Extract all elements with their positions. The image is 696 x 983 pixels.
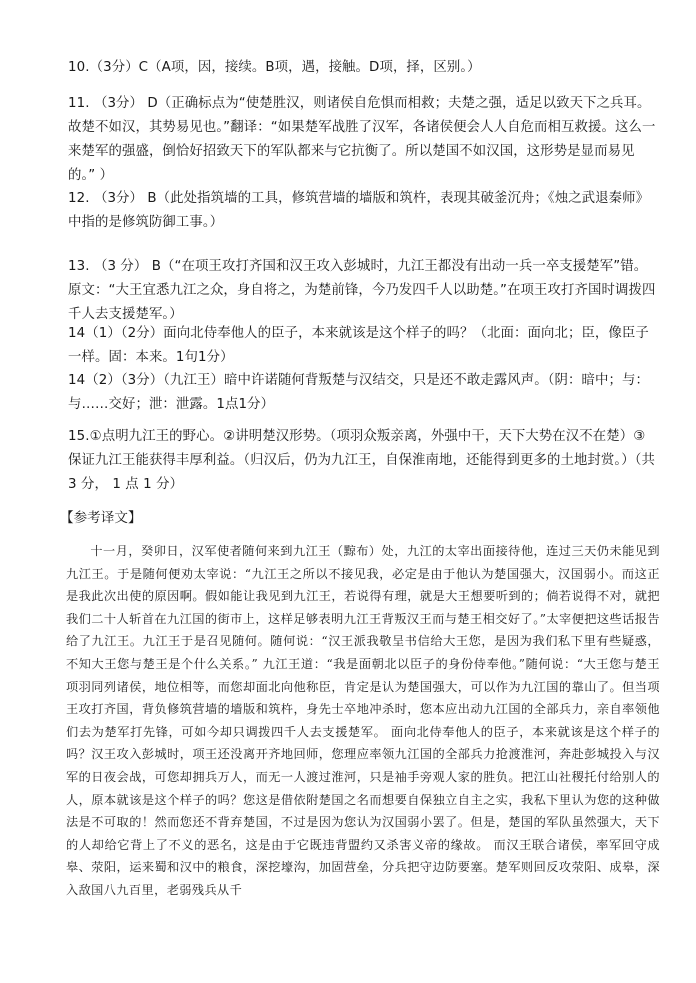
answer-15: 15.①点明九江王的野心。②讲明楚汉形势。（项羽众叛亲离，外强中干，天下大势在汉不在楚）③保证九江王能获得丰厚利益。（归汉后，仍为九江王，自保淮南地，还能得到更多的土地封赏。）（共 3 分， 1 点 1 分） xyxy=(68,429,655,492)
answer-12: 12. （3分） B（此处指筑墙的工具，修筑营墙的墙版和筑杵，表现其破釜沉舟；《烛之武退秦师》中指的是修筑防御工事。） xyxy=(68,191,650,230)
reference-translation-body: 十一月，癸卯日，汉军使者随何来到九江王（黥布）处，九江的太宰出面接待他，连过三天仍未能见到九江王。于是随何便劝太宰说：“九江王之所以不接见我，必定是由于他认为楚国强大，汉国弱小。而这正是我此次出使的原因啊。假如能让我见到九江王，若说得有理，就是大王想要听到的；倘若说得不对，就把我们二十人斩首在九江国的街市上，这样足够表明九江王背叛汉王而与楚王相交好了。”太宰便把这些话报告给了九江王。九江王于是召见随何。随何说：“汉王派我敬呈书信给大王您，是因为我们私下里有些疑惑，不知大王您与楚王是个什么关系。” 九江王道：“我是面朝北以臣子的身份侍奉他。”随何说：“大王您与楚王项羽同列诸侯，地位相等，而您却面北向他称臣，肯定是认为楚国强大，可以作为九江国的靠山了。但当项王攻打齐国，背负修筑营墙的墙版和筑杵，身先士卒地冲杀时，您本应出动九江国的全部兵力，亲自率领他们去为楚军打先锋，可如今却只调拨四千人去支援楚军。 面向北侍奉他人的臣子，本来就该是这个样子的吗？汉王攻入彭城时，项王还没离开齐地回师，您理应率领九江国的全部兵力抢渡淮河，奔赴彭城投入与汉军的日夜会战，可您却拥兵万人，而无一人渡过淮河，只是袖手旁观人家的胜负。把江山社稷托付给别人的人，原本就该是这个样子的吗？您这是借依附楚国之名而想要自保独立自主之实，我私下里认为您的这种做法是不可取的！然而您还不背弃楚国，不过是因为您认为汉国弱小罢了。但是，楚国的军队虽然强大，天下的人却给它背上了不义的恶名，这是由于它既违背盟约又杀害义帝的缘故。 而汉王联合诸侯，率军回守成皋、荥阳，运来蜀和汉中的粮食，深挖壕沟，加固营垒，分兵把守边防要塞。楚军则回反攻荥阳、成皋，深入敌国八九百里，老弱残兵从千 xyxy=(66,544,660,897)
answer-14-2: 14（2）（3分）（九江王）暗中许诺随何背叛楚与汉结交，只是还不敢走露风声。（阴：暗中；与：与……交好；泄：泄露。1点1分） xyxy=(68,373,649,412)
reference-translation-heading: 【参考译文】 xyxy=(60,510,142,526)
answer-14-1: 14（1）（2分）面向北侍奉他人的臣子，本来就该是这个样子的吗？（北面：面向北；臣，像臣子一样。固：本来。1句1分） xyxy=(68,326,649,365)
answer-11: 11. （3分） D（正确标点为“使楚胜汉，则诸侯自危惧而相救；夫楚之强，适足以致天下之兵耳。故楚不如汉，其势易见也。”翻译：“如果楚军战胜了汉军，各诸侯便会人人自危而相互救援。这么一来楚军的强盛，倒恰好招致天下的军队都来与它抗衡了。所以楚国不如汉国，这形势是显而易见的。” ） xyxy=(68,96,656,183)
answer-10: 10.（3分）C（A项，因，接续。B项，遇，接触。D项，择，区别。） xyxy=(68,60,481,75)
answer-13: 13. （3 分） B（“在项王攻打齐国和汉王攻入彭城时，九江王都没有出动一兵一卒支援楚军”错。原文：“大王宜悉九江之众，身自将之，为楚前锋，今乃发四千人以助楚。”在项王攻打齐国时调拨四千人去支援楚军。） xyxy=(68,259,656,322)
